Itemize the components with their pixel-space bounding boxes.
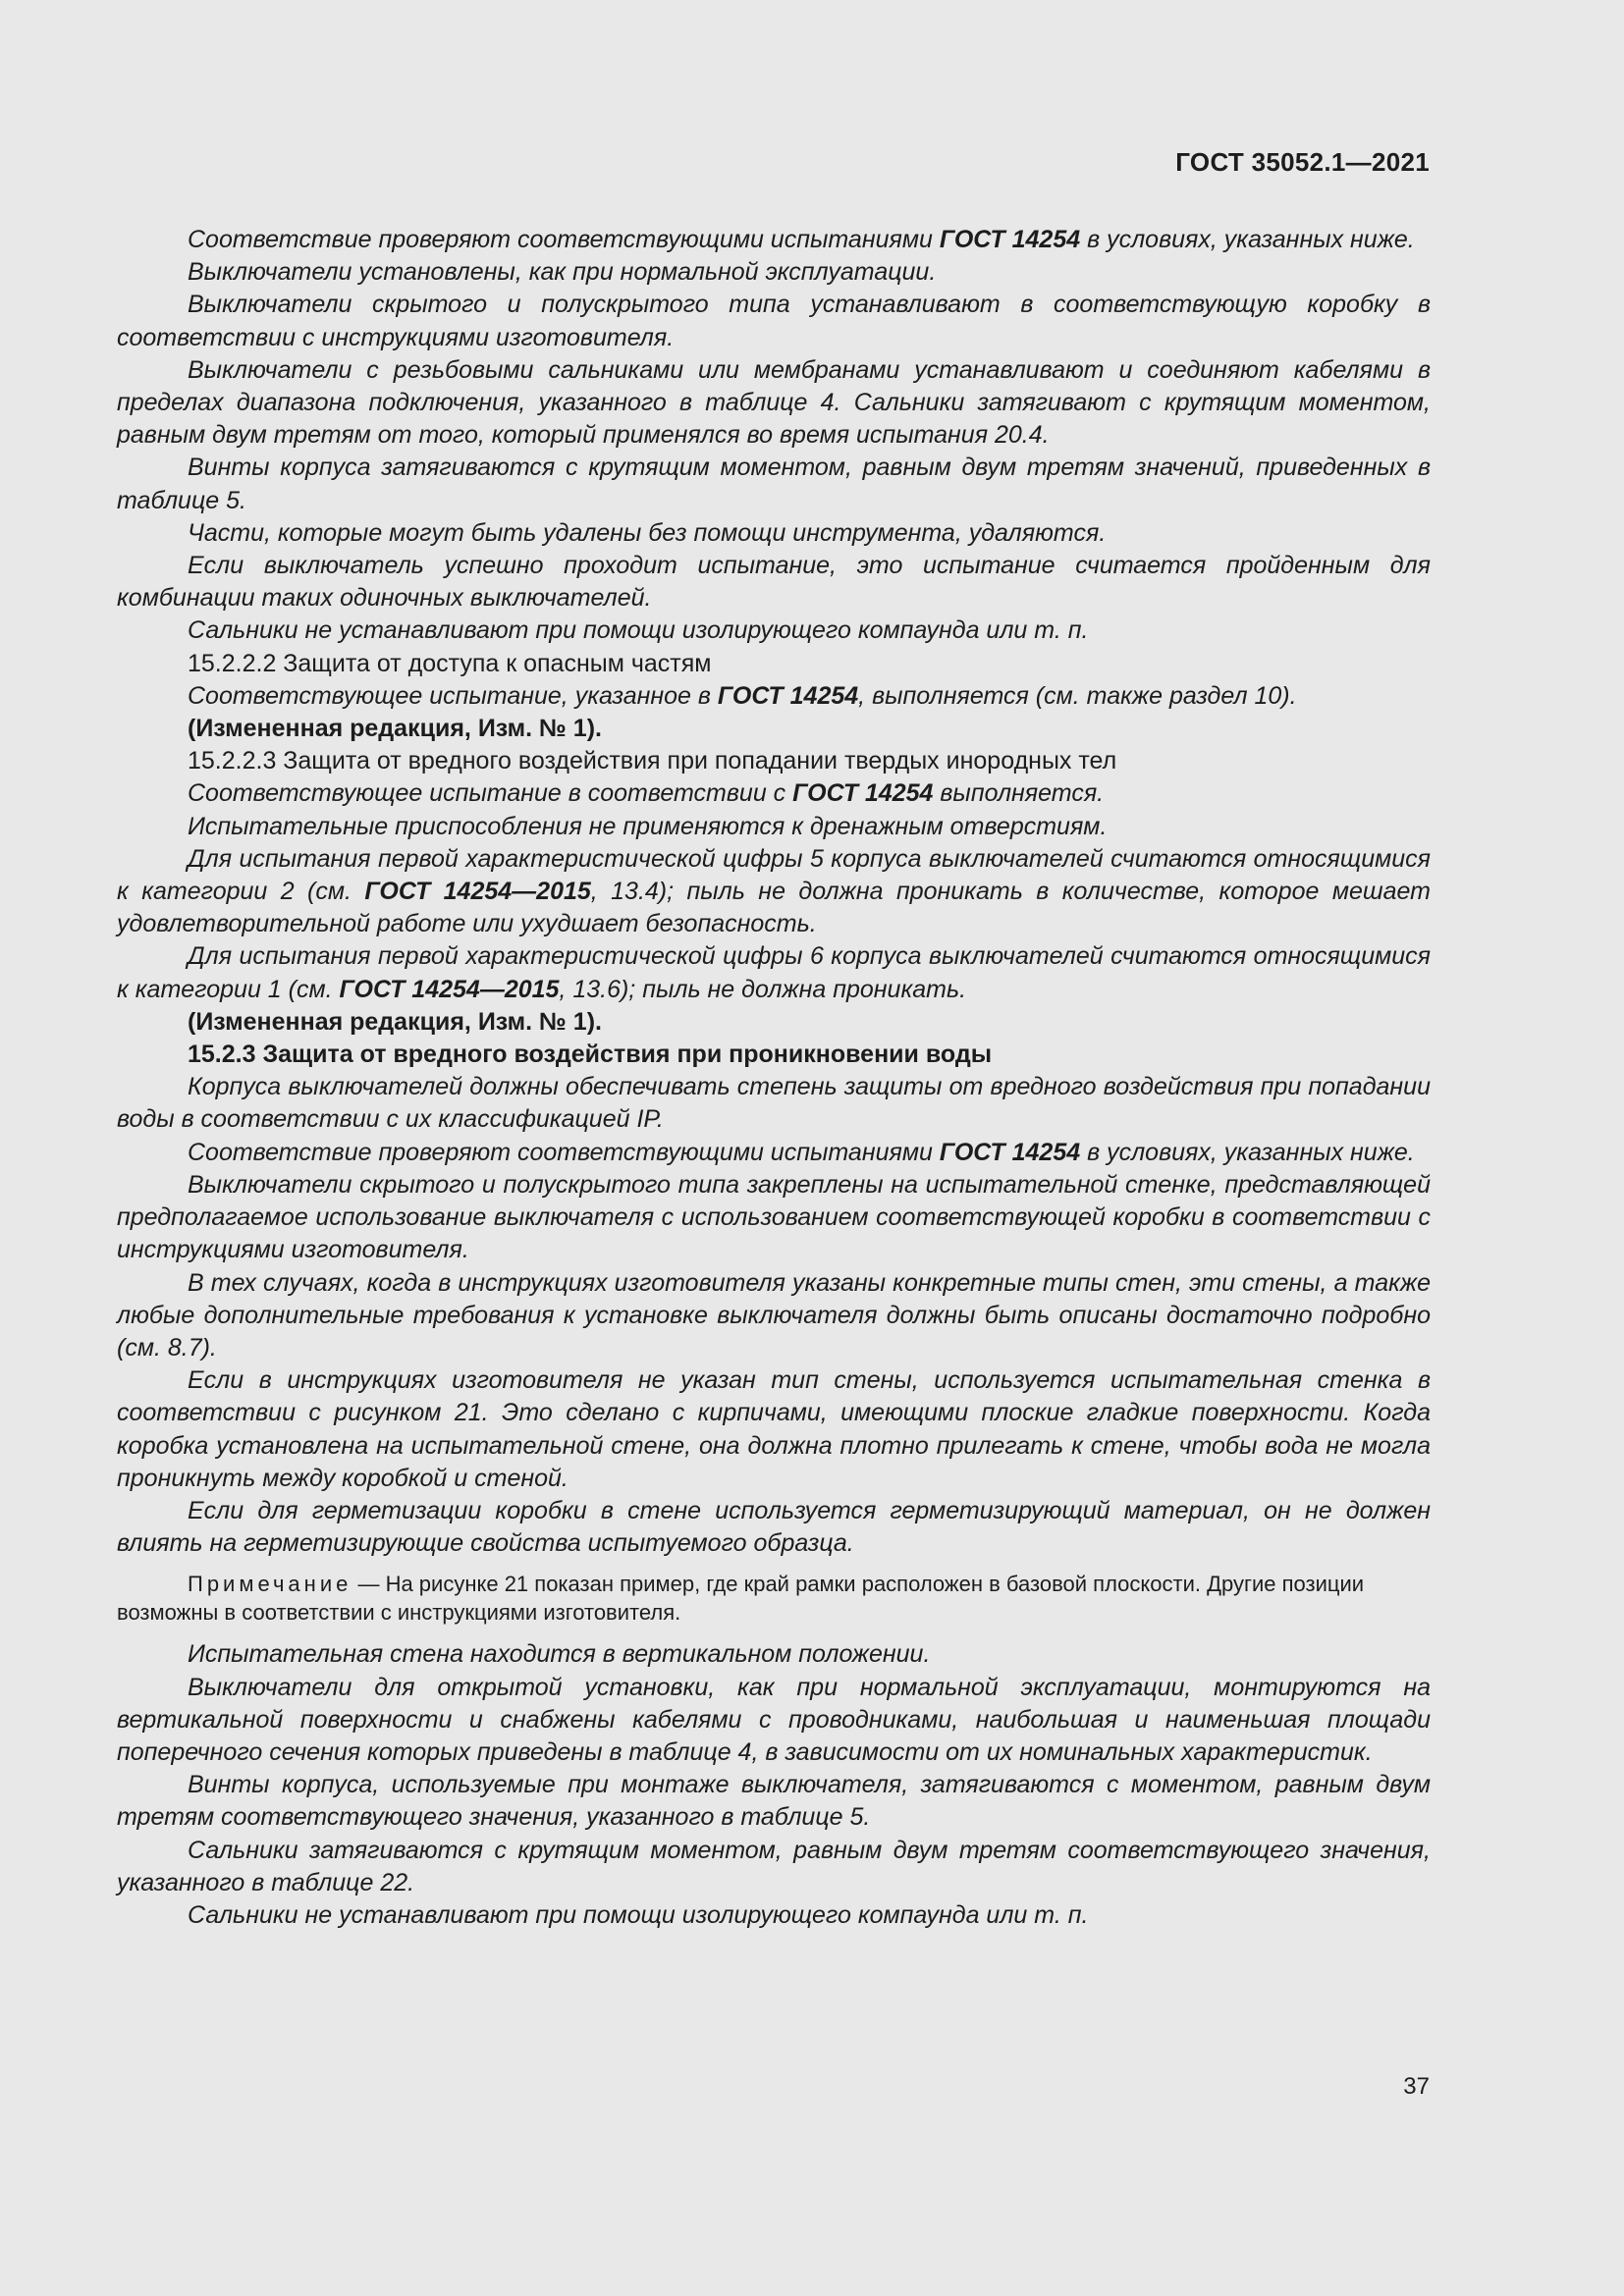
document-body bbox=[117, 224, 1431, 1932]
paragraph-text: в условиях, указанных ниже. bbox=[1080, 226, 1415, 253]
paragraph bbox=[117, 224, 1431, 256]
paragraph-text: , выполняется (см. также раздел 10). bbox=[858, 681, 1297, 710]
paragraph: Сальники затягиваются с крутящим моментом, равным двум третям соответствующего значения, указанного в таблице 22. bbox=[117, 1836, 1431, 1896]
paragraph: Если выключатель успешно проходит испытание, это испытание считается пройденным для комбинации таких одиночных выключателей. bbox=[117, 552, 1431, 613]
note bbox=[117, 1570, 1431, 1627]
standard-reference: ГОСТ 14254 bbox=[792, 779, 934, 808]
paragraph: Если в инструкциях изготовителя не указан тип стены, используется испытательная стенка в соответствии с рисунком 21. Это сделано с кирпичами, имеющими плоские гладкие поверхности. Когда коробка установлена на испытательной стене, она должна плотно прилегать к стене, чтобы вода не могла проникнуть между коробкой и стеной. bbox=[117, 1366, 1431, 1492]
paragraph: Сальники не устанавливают при помощи изолирующего компаунда или т. п. bbox=[188, 616, 1089, 645]
paragraph: Части, которые могут быть удалены без помощи инструмента, удаляются. bbox=[188, 518, 1107, 547]
amendment-note: (Измененная редакция, Изм. № 1). bbox=[188, 715, 602, 743]
paragraph: Винты корпуса, используемые при монтаже выключателя, затягиваются с моментом, равным двум третям соответствующего значения, указанного в таблице 5. bbox=[117, 1771, 1431, 1832]
paragraph: Выключатели скрытого и полускрытого типа устанавливают в соответствующую коробку в соответствии с инструкциями изготовителя. bbox=[117, 291, 1431, 351]
standard-reference: ГОСТ 14254—2015 bbox=[339, 975, 560, 1003]
paragraph bbox=[117, 777, 1431, 810]
page-number: 37 bbox=[1403, 2073, 1430, 2100]
subsection-heading: 15.2.2.2 Защита от доступа к опасным частям bbox=[188, 649, 712, 677]
paragraph: Испытательная стена находится в вертикальном положении. bbox=[188, 1640, 931, 1669]
amendment-note: (Измененная редакция, Изм. № 1). bbox=[188, 1007, 602, 1036]
paragraph: Испытательные приспособления не применяются к дренажным отверстиям. bbox=[188, 812, 1108, 840]
paragraph: Сальники не устанавливают при помощи изолирующего компаунда или т. п. bbox=[188, 1900, 1089, 1929]
document-header: ГОСТ 35052.1—2021 bbox=[1175, 147, 1430, 177]
standard-reference: ГОСТ 14254 bbox=[939, 1138, 1081, 1166]
paragraph bbox=[117, 1137, 1431, 1169]
paragraph-text: Соответствующее испытание, указанное в bbox=[188, 681, 718, 710]
paragraph-text: , 13.6); пыль не должна проникать. bbox=[559, 975, 967, 1003]
paragraph: Корпуса выключателей должны обеспечивать степень защиты от вредного воздействия при попадании воды в соответствии с их классификацией IP. bbox=[117, 1073, 1431, 1134]
subsection-heading: 15.2.2.3 Защита от вредного воздействия при попадании твердых инородных тел bbox=[188, 747, 1117, 775]
paragraph bbox=[117, 680, 1431, 713]
paragraph: Выключатели для открытой установки, как при нормальной эксплуатации, монтируются на вертикальной поверхности и снабжены кабелями с проводниками, наибольшая и наименьшая площади поперечного сечения которых приведены в таблице 4, в зависимости от их номинальных характеристик. bbox=[117, 1673, 1431, 1766]
paragraph: В тех случаях, когда в инструкциях изготовителя указаны конкретные типы стен, эти стены, а также любые дополнительные требования к установке выключателя должны быть описаны достаточно подробно (см. 8.7). bbox=[117, 1268, 1431, 1362]
paragraph: Выключатели скрытого и полускрытого типа закреплены на испытательной стенке, представляющей предполагаемое использование выключателя с использованием соответствующей коробки в соответствии с инструкциями изготовителя. bbox=[117, 1170, 1431, 1264]
paragraph-text: Соответствие проверяют соответствующими испытаниями bbox=[188, 1138, 940, 1166]
paragraph bbox=[117, 843, 1431, 941]
paragraph-text: , 13.4); пыль не должна проникать в количестве, которое мешает удовлетворительной работе или ухудшает безопасность. bbox=[117, 878, 1431, 938]
standard-reference: ГОСТ 14254 bbox=[939, 226, 1081, 253]
paragraph bbox=[117, 940, 1431, 1005]
paragraph: Выключатели установлены, как при нормальной эксплуатации. bbox=[188, 258, 937, 287]
paragraph: Выключатели с резьбовыми сальниками или мембранами устанавливают и соединяют кабелями в пределах диапазона подключения, указанного в таблице 4. Сальники затягивают с крутящим моментом, равным двум третям от того, который применялся во время испытания 20.4. bbox=[117, 355, 1431, 450]
paragraph-text: Для испытания первой характеристической цифры 5 корпуса выключателей считаются относящимися к категории 2 (см. bbox=[117, 844, 1431, 906]
section-heading: 15.2.3 Защита от вредного воздействия при проникновении воды bbox=[188, 1041, 993, 1069]
standard-reference: ГОСТ 14254 bbox=[717, 681, 859, 710]
paragraph-text: в условиях, указанных ниже. bbox=[1080, 1138, 1415, 1166]
paragraph-text: Соответствующее испытание в соответствии с bbox=[188, 779, 793, 808]
paragraph-text: Соответствие проверяют соответствующими испытаниями bbox=[188, 226, 940, 253]
standard-reference: ГОСТ 14254—2015 bbox=[364, 878, 591, 906]
note-text: — На рисунке 21 показан пример, где край рамки расположен в базовой плоскости. Другие позиции возможны в соответствии с инструкциями изготовителя. bbox=[117, 1572, 1365, 1626]
paragraph-text: Для испытания первой характеристической цифры 6 корпуса выключателей считаются относящимися к категории 1 (см. bbox=[117, 942, 1431, 1003]
paragraph: Винты корпуса затягиваются с крутящим моментом, равным двум третям значений, приведенных в таблице 5. bbox=[117, 454, 1431, 514]
note-label: Примечание bbox=[188, 1572, 352, 1597]
paragraph-text: выполняется. bbox=[933, 779, 1105, 808]
paragraph: Если для герметизации коробки в стене используется герметизирующий материал, он не должен влиять на герметизирующие свойства испытуемого образца. bbox=[117, 1496, 1431, 1558]
